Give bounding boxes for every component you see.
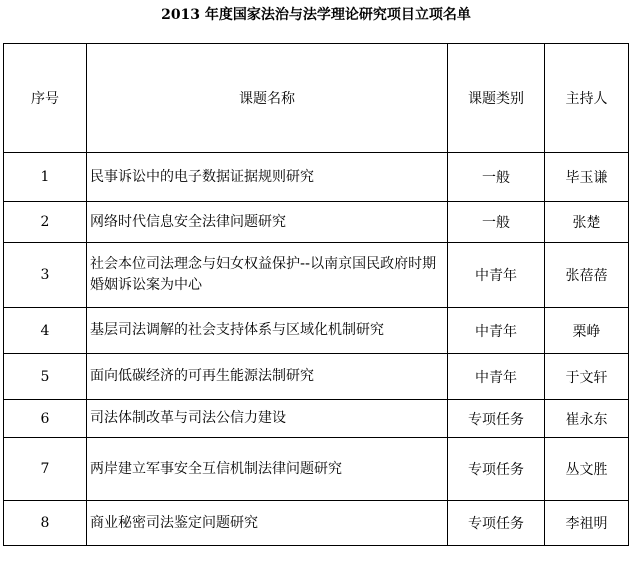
table-header-row	[4, 44, 629, 153]
header-serial-number: 序号	[4, 44, 87, 153]
header-principal-investigator: 主持人	[545, 44, 629, 153]
serial-number-cell: 7	[4, 438, 87, 501]
serial-number-cell: 4	[4, 308, 87, 354]
project-category-cell: 一般	[448, 153, 545, 202]
header-project-name: 课题名称	[87, 44, 448, 153]
principal-investigator-cell: 李祖明	[545, 501, 629, 546]
project-name-cell: 面向低碳经济的可再生能源法制研究	[87, 354, 448, 400]
project-name-cell: 商业秘密司法鉴定问题研究	[87, 501, 448, 546]
serial-number-cell: 5	[4, 354, 87, 400]
principal-investigator-cell: 丛文胜	[545, 438, 629, 501]
project-name-cell: 民事诉讼中的电子数据证据规则研究	[87, 153, 448, 202]
project-category-cell: 一般	[448, 202, 545, 243]
page-title: 2013 年度国家法治与法学理论研究项目立项名单	[161, 7, 471, 23]
serial-number-cell: 8	[4, 501, 87, 546]
project-category-cell: 专项任务	[448, 400, 545, 438]
table-row	[4, 400, 629, 438]
project-category-cell: 中青年	[448, 354, 545, 400]
serial-number-cell: 3	[4, 243, 87, 308]
principal-investigator-cell: 张蓓蓓	[545, 243, 629, 308]
project-name-cell: 网络时代信息安全法律问题研究	[87, 202, 448, 243]
serial-number-cell: 2	[4, 202, 87, 243]
project-name-cell: 基层司法调解的社会支持体系与区域化机制研究	[87, 308, 448, 354]
header-project-category: 课题类别	[448, 44, 545, 153]
principal-investigator-cell: 栗峥	[545, 308, 629, 354]
table-row	[4, 308, 629, 354]
table-row	[4, 243, 629, 308]
project-name-cell: 司法体制改革与司法公信力建设	[87, 400, 448, 438]
table-row	[4, 202, 629, 243]
principal-investigator-cell: 张楚	[545, 202, 629, 243]
serial-number-cell: 1	[4, 153, 87, 202]
project-name-cell: 两岸建立军事安全互信机制法律问题研究	[87, 438, 448, 501]
serial-number-cell: 6	[4, 400, 87, 438]
project-category-cell: 专项任务	[448, 501, 545, 546]
project-list-table	[3, 43, 629, 546]
project-category-cell: 专项任务	[448, 438, 545, 501]
table-row	[4, 153, 629, 202]
project-category-cell: 中青年	[448, 243, 545, 308]
project-name-cell: 社会本位司法理念与妇女权益保护--以南京国民政府时期婚姻诉讼案为中心	[87, 243, 448, 308]
principal-investigator-cell: 崔永东	[545, 400, 629, 438]
project-category-cell: 中青年	[448, 308, 545, 354]
table-row	[4, 438, 629, 501]
principal-investigator-cell: 毕玉谦	[545, 153, 629, 202]
principal-investigator-cell: 于文轩	[545, 354, 629, 400]
table-row	[4, 354, 629, 400]
table-row	[4, 501, 629, 546]
